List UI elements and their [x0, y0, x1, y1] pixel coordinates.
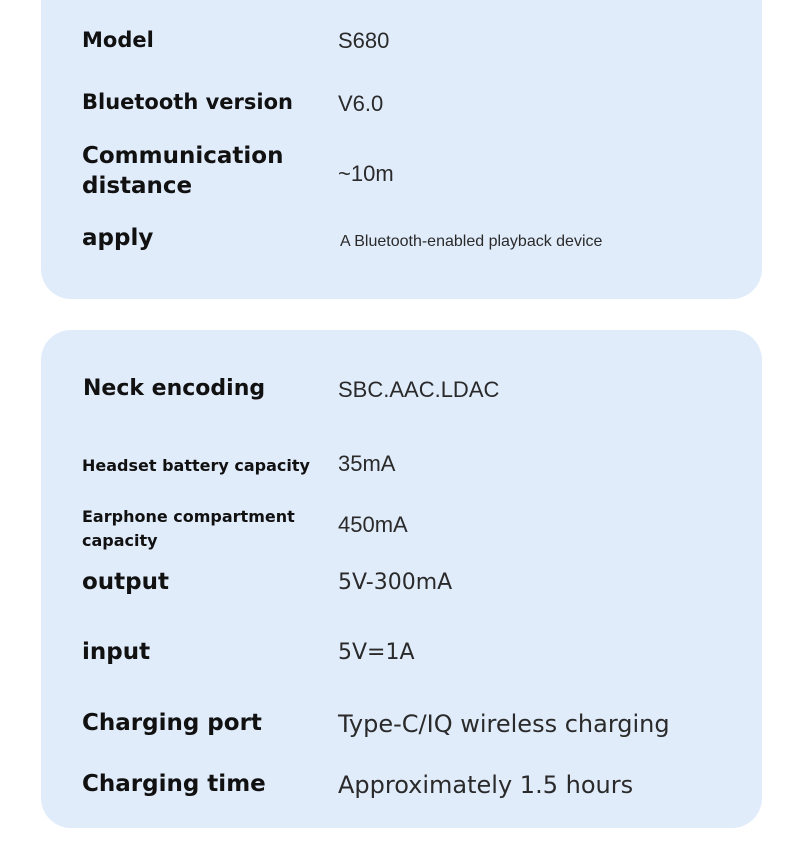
spec-value: SBC.AAC.LDAC [338, 377, 500, 402]
spec-label: output [82, 569, 170, 595]
spec-value: A Bluetooth-enabled playback device [340, 233, 603, 250]
spec-label: Headset battery capacity [82, 456, 310, 475]
spec-label-line2: capacity [82, 531, 158, 550]
spec-label-line2: distance [82, 173, 193, 199]
spec-label: input [82, 639, 151, 665]
spec-value: 5V=1A [338, 640, 415, 665]
spec-value: Type-C/IQ wireless charging [338, 710, 670, 738]
spec-label: Bluetooth version [82, 90, 293, 114]
spec-value: 450mA [338, 512, 408, 537]
spec-value: 35mA [338, 451, 396, 476]
spec-label-line1: Earphone compartment [82, 507, 295, 526]
spec-label: Model [82, 28, 154, 52]
spec-label: Charging port [82, 710, 262, 736]
spec-value: 5V-300mA [338, 570, 453, 595]
spec-label: Charging time [82, 771, 266, 797]
spec-label-line1: Communication [82, 143, 284, 169]
spec-label: Neck encoding [83, 376, 266, 401]
spec-value: S680 [338, 28, 390, 53]
spec-value: Approximately 1.5 hours [338, 771, 634, 799]
spec-value: ~10m [338, 161, 394, 186]
spec-value: V6.0 [338, 91, 384, 116]
spec-label: apply [82, 225, 154, 251]
